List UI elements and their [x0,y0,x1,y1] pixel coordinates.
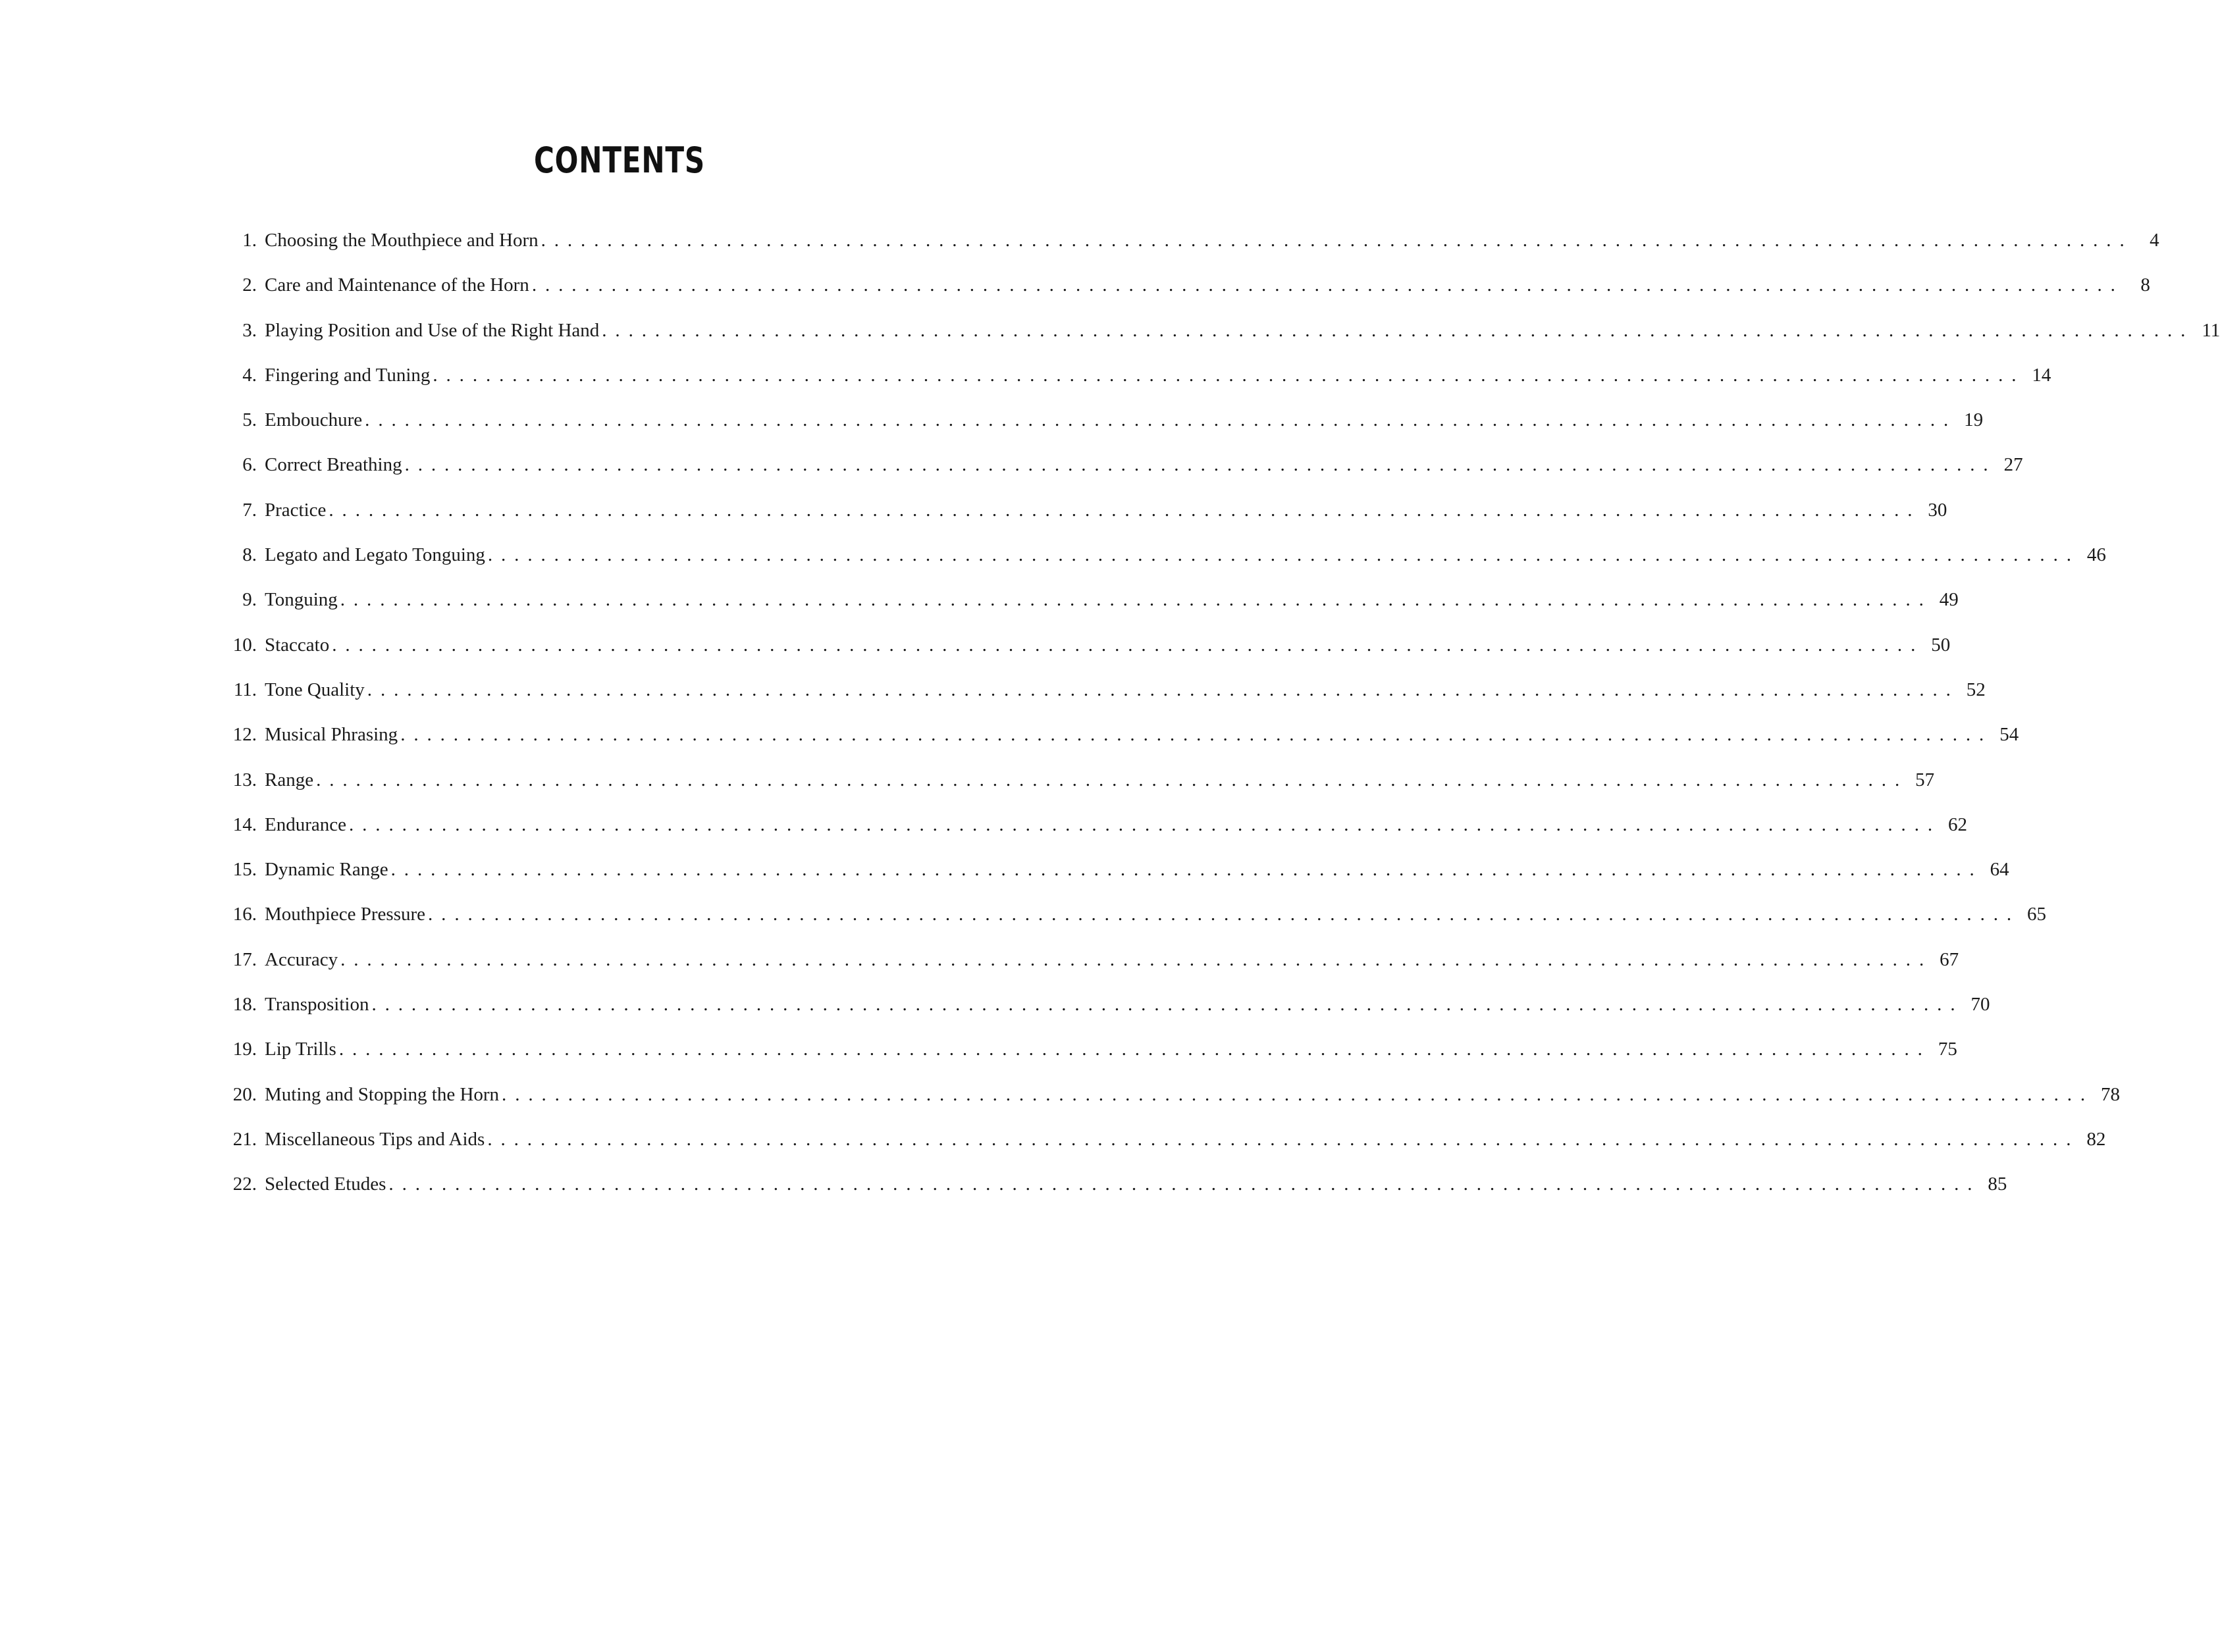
toc-entry [209,407,1984,452]
entry-number: 8. [242,544,257,566]
dot-leader: ........................................................................................................................ [602,319,2194,341]
entry-label: Selected Etudes [265,1174,386,1195]
dot-leader: ........................................................................................................................ [541,230,2133,251]
dot-leader: ........................................................................................................................ [404,454,1997,476]
entry-label: Correct Breathing [265,454,402,476]
entry-page: 64 [1990,859,2009,881]
entry-label: Musical Phrasing [265,724,398,746]
toc-entry [209,1171,2007,1216]
table-of-contents [209,227,2220,1216]
toc-entry [209,1081,2121,1126]
dot-leader: ........................................................................................................................ [390,859,1983,881]
entry-number: 16. [232,904,257,925]
dot-leader: ........................................................................................................................ [332,634,1924,656]
entry-label: Miscellaneous Tips and Aids [265,1128,485,1150]
entry-page: 27 [2003,454,2023,476]
toc-entry [209,767,1935,812]
dot-leader: ........................................................................................................................ [400,724,1993,746]
entry-label: Mouthpiece Pressure [265,904,426,925]
entry-page: 70 [1970,994,1990,1016]
entry-page: 85 [1988,1174,2007,1195]
entry-number: 21. [232,1128,257,1150]
entry-number: 2. [242,274,257,296]
entry-label: Care and Maintenance of the Horn [265,274,529,296]
entry-number: 4. [242,364,257,386]
entry-label: Practice [265,499,327,521]
entry-page: 78 [2101,1083,2121,1105]
toc-entry [209,812,1967,856]
toc-entry [209,721,2019,766]
dot-leader: ........................................................................................................................ [531,274,2124,296]
entry-number: 5. [242,409,257,431]
entry-label: Tonguing [265,589,338,611]
entry-label: Legato and Legato Tonguing [265,544,485,566]
dot-leader: ........................................................................................................................ [433,364,2025,386]
entry-label: Embouchure [265,409,363,431]
toc-entry [209,452,2023,496]
dot-leader: ........................................................................................................................ [371,994,1964,1016]
toc-entry [209,227,2159,272]
toc-entry [209,362,2051,407]
entry-page: 46 [2086,544,2106,566]
entry-label: Playing Position and Use of the Right Hand [265,319,600,341]
toc-entry [209,586,1959,631]
dot-leader: ........................................................................................................................ [365,409,1957,431]
dot-leader: ........................................................................................................................ [502,1083,2094,1105]
toc-entry [209,272,2150,317]
dot-leader: ........................................................................................................................ [487,544,2080,566]
entry-number: 19. [232,1039,257,1060]
entry-number: 22. [232,1174,257,1195]
entry-page: 49 [1939,589,1959,611]
entry-number: 14. [232,813,257,835]
entry-number: 7. [242,499,257,521]
entry-page: 14 [2032,364,2051,386]
dot-leader: ........................................................................................................................ [367,679,1959,700]
toc-entry [209,856,2009,901]
dot-leader: ........................................................................................................................ [388,1174,1981,1195]
toc-entry [209,1126,2106,1171]
entry-number: 1. [242,230,257,251]
entry-page: 50 [1931,634,1951,656]
entry-label: Staccato [265,634,330,656]
entry-number: 18. [232,994,257,1016]
toc-entry [209,542,2106,586]
entry-label: Lip Trills [265,1039,336,1060]
entry-label: Accuracy [265,948,338,970]
entry-page: 8 [2140,274,2150,296]
entry-label: Range [265,769,314,790]
entry-label: Choosing the Mouthpiece and Horn [265,230,539,251]
entry-page: 82 [2086,1128,2106,1150]
entry-page: 67 [1940,948,1959,970]
entry-page: 75 [1938,1039,1957,1060]
entry-page: 57 [1915,769,1935,790]
entry-label: Transposition [265,994,369,1016]
entry-page: 52 [1966,679,1986,700]
dot-leader: ........................................................................................................................ [316,769,1909,790]
dot-leader: ........................................................................................................................ [487,1128,2080,1150]
entry-page: 4 [2150,230,2159,251]
entry-number: 12. [232,724,257,746]
page-title: CONTENTS [533,140,706,181]
entry-page: 54 [1999,724,2019,746]
entry-page: 11 [2202,319,2220,341]
dot-leader: ........................................................................................................................ [428,904,2021,925]
entry-page: 65 [2027,904,2047,925]
entry-number: 10. [232,634,257,656]
toc-entry [209,632,1951,677]
entry-page: 62 [1948,813,1967,835]
toc-entry [209,901,2047,946]
entry-number: 3. [242,319,257,341]
entry-label: Muting and Stopping the Horn [265,1083,500,1105]
entry-label: Dynamic Range [265,859,388,881]
entry-page: 19 [1964,409,1984,431]
entry-page: 30 [1928,499,1947,521]
dot-leader: ........................................................................................................................ [340,948,1933,970]
entry-number: 15. [232,859,257,881]
entry-label: Fingering and Tuning [265,364,431,386]
dot-leader: ........................................................................................................................ [329,499,1921,521]
entry-number: 11. [233,679,257,700]
entry-number: 6. [242,454,257,476]
toc-entry [209,1036,1957,1081]
dot-leader: ........................................................................................................................ [338,1039,1931,1060]
toc-entry [209,317,2220,362]
dot-leader: ........................................................................................................................ [340,589,1932,611]
entry-number: 17. [232,948,257,970]
entry-label: Endurance [265,813,346,835]
toc-entry [209,497,1947,542]
toc-entry [209,991,1990,1036]
dot-leader: ........................................................................................................................ [349,813,1941,835]
toc-entry [209,946,1959,991]
entry-number: 9. [242,589,257,611]
toc-entry [209,677,1986,721]
entry-number: 20. [232,1083,257,1105]
entry-label: Tone Quality [265,679,365,700]
entry-number: 13. [232,769,257,790]
